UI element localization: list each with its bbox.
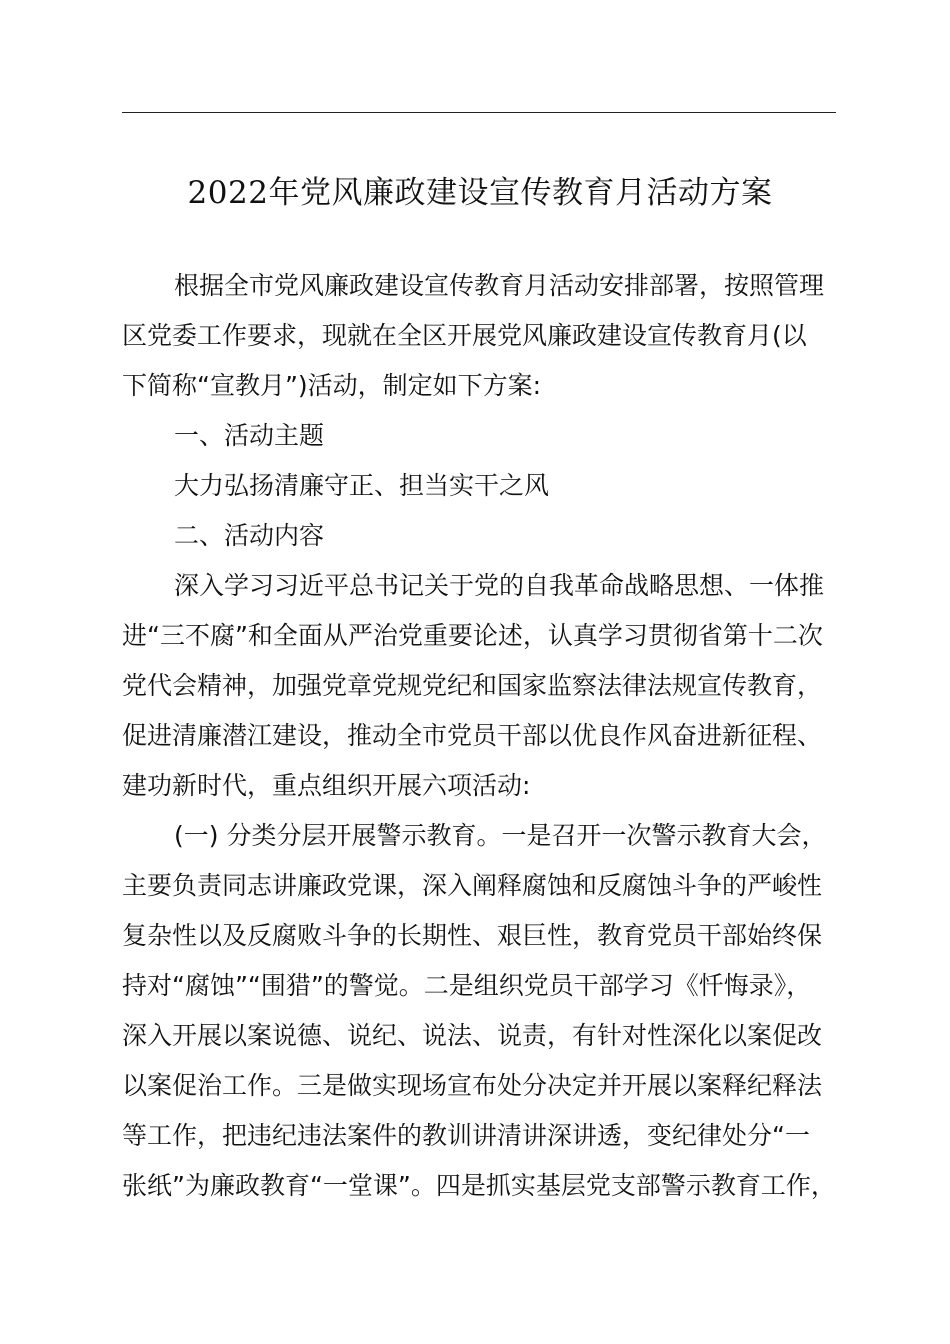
paragraph-line: 区党委工作要求，现就在全区开展党风廉政建设宣传教育月(以 bbox=[122, 321, 807, 350]
paragraph-line: (一) 分类分层开展警示教育。一是召开一次警示教育大会， bbox=[174, 821, 827, 850]
section-heading: 二、活动内容 bbox=[174, 521, 325, 550]
paragraph-line: 张纸”为廉政教育“一堂课”。四是抓实基层党支部警示教育工作， bbox=[122, 1171, 836, 1200]
header-rule bbox=[122, 112, 836, 113]
paragraph-line: 促进清廉潜江建设，推动全市党员干部以优良作风奋进新征程、 bbox=[122, 721, 823, 750]
section-heading: 一、活动主题 bbox=[174, 421, 325, 450]
paragraph-line: 建功新时代，重点组织开展六项活动: bbox=[122, 771, 531, 800]
paragraph-line: 持对“腐蚀”“围猎”的警觉。二是组织党员干部学习《忏悔录》， bbox=[122, 971, 812, 1000]
paragraph-line: 以案促治工作。三是做实现场宣布处分决定并开展以案释纪释法 bbox=[122, 1071, 823, 1100]
paragraph-line: 根据全市党风廉政建设宣传教育月活动安排部署，按照管理 bbox=[174, 271, 825, 300]
paragraph-line: 深入学习习近平总书记关于党的自我革命战略思想、一体推 bbox=[174, 571, 825, 600]
paragraph-line: 进“三不腐”和全面从严治党重要论述，认真学习贯彻省第十二次 bbox=[122, 621, 823, 650]
paragraph-line: 主要负责同志讲廉政党课，深入阐释腐蚀和反腐蚀斗争的严峻性 bbox=[122, 871, 823, 900]
paragraph-line: 深入开展以案说德、说纪、说法、说责，有针对性深化以案促改 bbox=[122, 1021, 823, 1050]
paragraph-line: 下简称“宣教月”)活动，制定如下方案: bbox=[122, 371, 542, 400]
paragraph-line: 大力弘扬清廉守正、担当实干之风 bbox=[174, 471, 550, 500]
paragraph-line: 等工作，把违纪违法案件的教训讲清讲深讲透，变纪律处分“一 bbox=[122, 1121, 810, 1150]
paragraph-line: 党代会精神，加强党章党规党纪和国家监察法律法规宣传教育， bbox=[122, 671, 823, 700]
paragraph-line: 复杂性以及反腐败斗争的长期性、艰巨性，教育党员干部始终保 bbox=[122, 921, 823, 950]
document-title: 2022年党风廉政建设宣传教育月活动方案 bbox=[187, 175, 773, 211]
